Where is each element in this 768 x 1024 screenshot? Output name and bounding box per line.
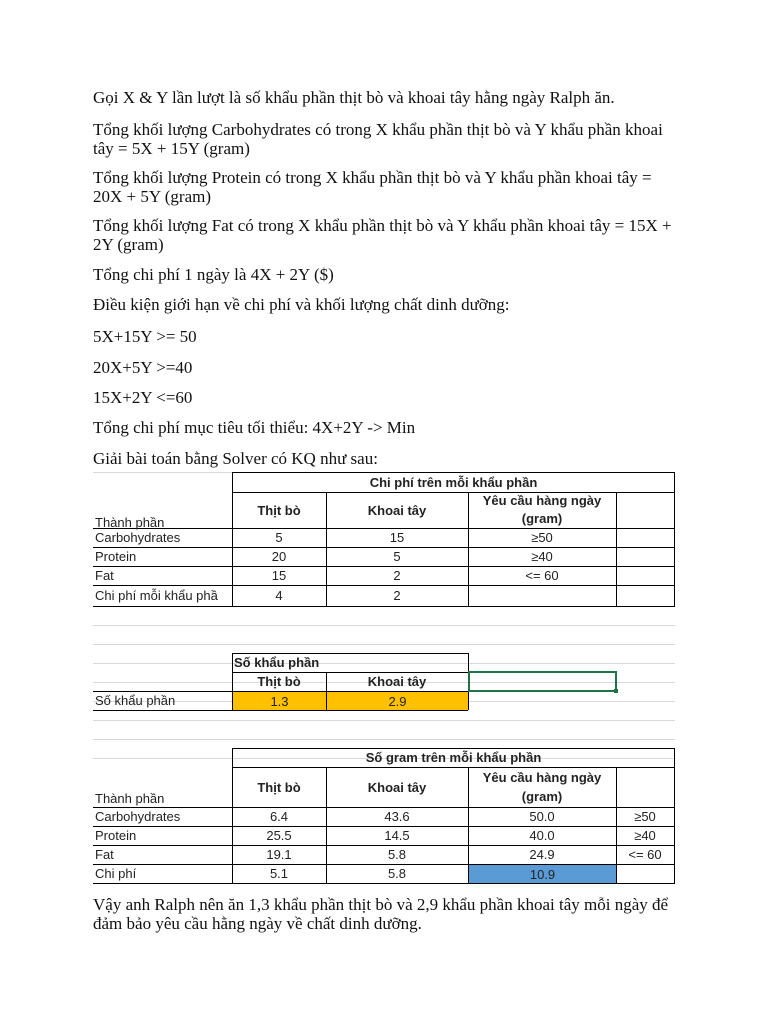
constraint-protein: 20X+5Y >=40 <box>93 358 193 377</box>
table3-cell: 50.0 <box>529 809 555 824</box>
table3-row-label: Chi phí <box>95 866 137 881</box>
paragraph-fat: Tổng khối lượng Fat có trong X khẩu phần thịt bò và Y khẩu phần khoai tây = 15X + 2Y (gram) <box>93 216 672 254</box>
table1-row-label: Fat <box>95 568 114 583</box>
table3-header-potato: Khoai tây <box>367 779 427 795</box>
table1-cell: ≥40 <box>531 549 553 564</box>
table3-header-daily-requirement: Yêu cầu hàng ngày (gram) <box>482 770 602 804</box>
table1-cell: <= 60 <box>525 568 559 583</box>
table3-cell: 5.1 <box>269 866 289 881</box>
table1-cell: 2 <box>393 588 401 603</box>
constraint-carbohydrates: 5X+15Y >= 50 <box>93 327 197 346</box>
table1-title: Chi phí trên mỗi khẩu phần <box>369 474 538 490</box>
paragraph-daily-cost: Tổng chi phí 1 ngày là 4X + 2Y ($) <box>93 265 334 284</box>
solver-spreadsheet <box>93 472 675 884</box>
total-cost-result[interactable]: 10.9 <box>469 865 616 883</box>
table3-cell: 25.5 <box>266 828 292 843</box>
table1-cell: 2 <box>393 568 401 583</box>
objective-min-cost: Tổng chi phí mục tiêu tối thiểu: 4X+2Y -> Min <box>93 418 416 437</box>
table2-title: Số khẩu phần <box>234 655 320 670</box>
table1-row-label: Protein <box>95 549 137 564</box>
table1-header-potato: Khoai tây <box>367 502 427 518</box>
table3-constraint: ≥40 <box>634 828 656 843</box>
table3-row-label: Fat <box>95 847 114 862</box>
table3-cell: 19.1 <box>266 847 292 862</box>
table1-row-label: Carbohydrates <box>95 530 181 545</box>
table1-header-daily-requirement: Yêu cầu hàng ngày (gram) <box>482 493 602 526</box>
table3-constraint: ≥50 <box>634 809 656 824</box>
table1-cell <box>468 585 616 606</box>
table3-cell: 14.5 <box>384 828 410 843</box>
paragraph-constraints-intro: Điều kiện giới hạn về chi phí và khối lượng chất dinh dưỡng: <box>93 295 510 314</box>
fill-handle[interactable] <box>614 689 618 693</box>
paragraph-carbohydrates: Tổng khối lượng Carbohydrates có trong X khẩu phần thịt bò và Y khẩu phần khoai tây = 5X + 15Y (gram) <box>93 120 663 158</box>
beef-servings-result[interactable]: 1.3 <box>233 692 326 710</box>
table1-cell: 5 <box>275 530 283 545</box>
table3-header-beef: Thịt bò <box>257 779 301 795</box>
paragraph-conclusion: Vậy anh Ralph nên ăn 1,3 khẩu phần thịt bò và 2,9 khẩu phần khoai tây mỗi ngày để đảm bảo yêu cầu hằng ngày về chất dinh dưỡng. <box>93 895 669 933</box>
table3-cell: 24.9 <box>529 847 555 862</box>
table1-cell: 15 <box>271 568 287 583</box>
potato-servings-result[interactable]: 2.9 <box>327 692 468 710</box>
paragraph-solver-intro: Giải bài toán bằng Solver có KQ như sau: <box>93 449 378 468</box>
table1-corner-label: Thành phần <box>95 514 165 530</box>
table3-cell: 40.0 <box>529 828 555 843</box>
table1-cell: 5 <box>393 549 401 564</box>
table3-row-label: Protein <box>95 828 137 843</box>
constraint-fat: 15X+2Y <=60 <box>93 388 193 407</box>
table3-cell: 6.4 <box>269 809 289 824</box>
paragraph-protein: Tổng khối lượng Protein có trong X khẩu phần thịt bò và Y khẩu phần khoai tây = 20X + 5Y (gram) <box>93 168 652 206</box>
table1-row-label: Chi phí mỗi khẩu phầ <box>95 588 218 603</box>
table3-cell: 5.8 <box>387 847 407 862</box>
table3-corner-label: Thành phần <box>95 790 165 806</box>
table3-constraint: <= 60 <box>628 847 662 862</box>
table1-header-beef: Thịt bò <box>257 502 301 518</box>
table3-row-label: Carbohydrates <box>95 809 181 824</box>
table1-cell: 4 <box>275 588 283 603</box>
table3-cell: 43.6 <box>384 809 410 824</box>
table2-row-label: Số khẩu phần <box>95 693 176 708</box>
table3-title: Số gram trên mỗi khẩu phần <box>365 750 542 765</box>
paragraph-define-variables: Gọi X & Y lần lượt là số khẩu phần thịt bò và khoai tây hằng ngày Ralph ăn. <box>93 88 615 107</box>
table1-cell: ≥50 <box>531 530 553 545</box>
table3-constraint <box>616 864 674 883</box>
table3-cell: 5.8 <box>387 866 407 881</box>
table1-cell: 20 <box>271 549 287 564</box>
selected-cell[interactable] <box>468 671 617 692</box>
table2-header-beef: Thịt bò <box>257 674 301 689</box>
table1-cell: 15 <box>389 530 405 545</box>
table2-header-potato: Khoai tây <box>367 674 427 689</box>
